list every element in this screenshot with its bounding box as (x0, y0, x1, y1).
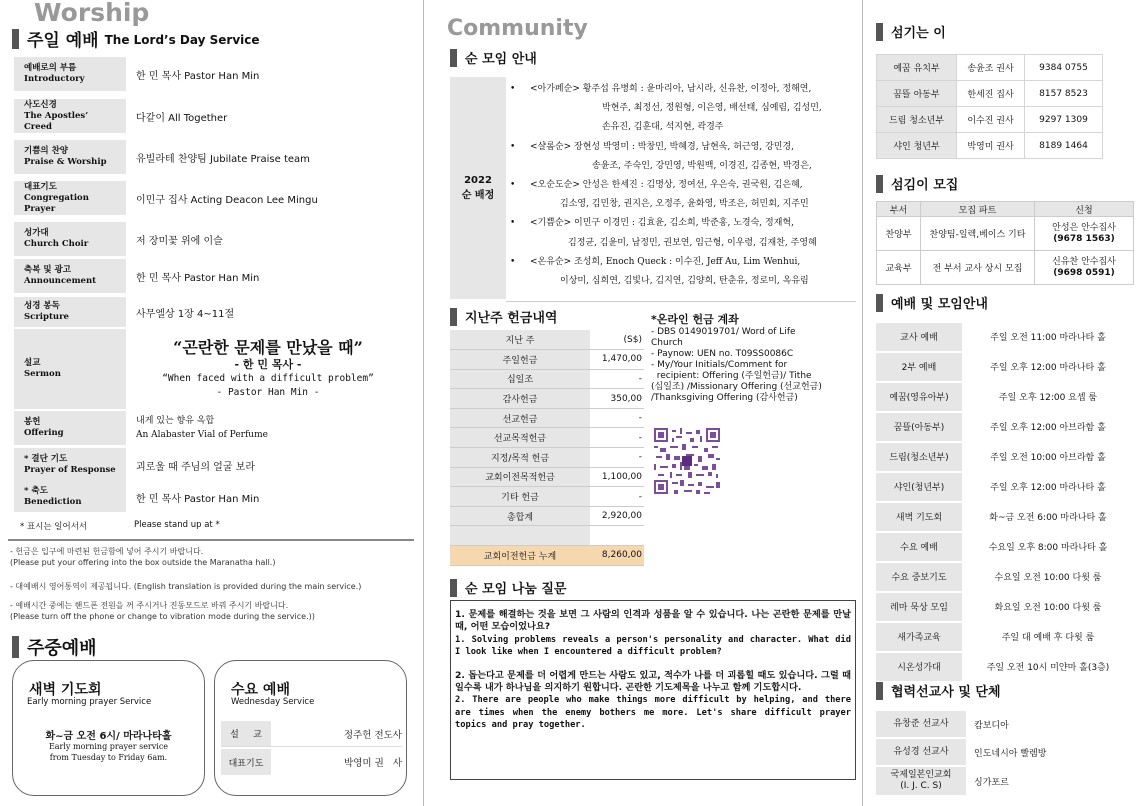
wed-subtitle: Wednesday Service (231, 697, 315, 707)
worship-row-value: 한 민 목사 Pastor Han Min (136, 272, 260, 284)
dawn-prayer-box (12, 660, 205, 796)
groups-year: 2022 (464, 175, 492, 186)
group-onyu: • <온유순> 조성희, Enoch Queck : 이수진, Jeff Au, Lim Wenhui, 이상미, 심희연, 김빛나, 김지연, 김양희, 탄춘유, 정로미, 옥유림 (510, 256, 809, 287)
mission-row: 국제일본인교회 (I. J. C. S) 싱가포르 (876, 767, 1134, 795)
servants-table (876, 54, 1103, 159)
worship-row-value: 내게 있는 향유 옥합 An Alabaster Vial of Perfume (136, 416, 268, 440)
groups-title: 순 모임 안내 (465, 52, 537, 67)
dawn-time-kr: 화~금 오전 6시/ 마라나타홀 (45, 731, 172, 742)
recruit-section-header (876, 174, 958, 193)
servants-section-header (876, 22, 946, 41)
offering-row: 십일조 - (450, 369, 644, 389)
wednesday-service-box (214, 660, 407, 796)
worship-row-response (14, 448, 410, 482)
notice-3: - 예배시간 중에는 핸드폰 전원을 꺼 주시거나 진동모드로 바꿔 주시기 바랍니다. (Please turn off the phone or change to vibration mode during the service.)) (10, 601, 315, 621)
schedule-list (876, 322, 1134, 682)
worship-row-label: 설교 Sermon (14, 329, 126, 409)
sermon-preacher-kr: - 한 민 목사 - (234, 358, 302, 371)
schedule-row: 수요 예배 수요일 오후 8:00 마라나타 홀 (876, 532, 1134, 562)
recruit-row: 교육부 전 부서 교사 상시 모집 신유찬 안수집사 (9698 0591) (877, 251, 1134, 285)
wed-row-sermon: 설 교 정주헌 전도사 (221, 721, 402, 747)
worship-row-label: 대표기도 Congregation Prayer (14, 181, 126, 215)
schedule-row: 새벽 기도회 화~금 오전 6:00 마라나타 홀 (876, 502, 1134, 532)
worship-row-sermon (14, 329, 410, 409)
schedule-row: 2부 예배 주일 오후 12:00 마라나타 홀 (876, 352, 1134, 382)
worship-row-choir (14, 222, 410, 256)
worship-row-label: 축복 및 광고 Announcement (14, 259, 126, 293)
offering-total-row: 총합계 2,920,00 (450, 506, 644, 526)
worship-row-value: 저 장미꽃 위에 이슬 (136, 235, 223, 247)
worship-row-value: 유빌라테 찬양팀 Jubilate Praise team (136, 153, 310, 165)
worship-row-label: * 결단 기도 Prayer of Response (14, 448, 126, 482)
mission-row: 유성경 선교사 인도네시아 빨렘방 (876, 739, 1134, 765)
worship-row-value: 한 민 목사 Pastor Han Min (136, 70, 260, 82)
groups-list (506, 80, 856, 302)
servant-row: 꿈뜰 아동부 한세진 집사 8157 8523 (877, 81, 1103, 107)
worship-row-offering (14, 411, 410, 445)
schedule-row: 새가족교육 주일 대 예배 후 다윗 룸 (876, 622, 1134, 652)
worship-row-label: 기쁨의 찬양 Praise & Worship (14, 140, 126, 174)
missions-section-header (876, 681, 1001, 700)
schedule-row: 수요 중보기도 수요일 오전 10:00 다윗 룸 (876, 562, 1134, 592)
worship-row-value: 사무엘상 1장 4~11절 (136, 308, 235, 320)
worship-row-label: 성가대 Church Choir (14, 222, 126, 256)
notice-1: - 헌금은 입구에 마련된 헌금함에 넣어 주시기 바랍니다. (Please put your offering into the box outside the Maranatha hall.) (10, 547, 276, 567)
dawn-title: 새벽 기도회 (29, 682, 102, 698)
recruit-header-row: 부서 모집 파트 신청 (877, 202, 1134, 217)
schedule-row: 시온성가대 주일 오전 10시 미얀마 홀(3층) (876, 652, 1134, 682)
schedule-row: 레마 묵상 모임 화요일 오전 10:00 다윗 룸 (876, 592, 1134, 622)
mission-row: 유창준 선교사 캄보디아 (876, 711, 1134, 737)
worship-title-en: The Lord’s Day Service (104, 33, 260, 47)
schedule-row: 꿈뜰(아동부) 주일 오후 12:00 아브라함 홀 (876, 412, 1134, 442)
group-osundosun: • <오순도순> 안성은 한세진 : 김명상, 정여선, 우은숙, 권국원, 김은혜, 김소영, 김민창, 권지은, 오정주, 윤화영, 박조은, 허민회, 지주민 (510, 180, 809, 210)
worship-row-prayer (14, 181, 410, 215)
offering-header-row: 지난 주 (S$) (450, 330, 644, 350)
share-section-header (450, 578, 566, 597)
worship-row-label: 예배로의 부름 Introductory (14, 57, 126, 91)
groups-year-cell (450, 77, 506, 299)
wed-title: 수요 예배 (231, 682, 290, 698)
weekday-section-header (12, 634, 97, 660)
wed-row-prayer: 대표기도 박영미 권 사 (221, 749, 402, 775)
offering-section-header (450, 307, 557, 326)
stand-note-en: Please stand up at * (134, 520, 220, 530)
dawn-subtitle: Early morning prayer Service (27, 697, 152, 707)
community-title: Community (447, 16, 588, 41)
dawn-time-en-1: Early morning prayer service (48, 742, 169, 751)
question-1-en: 1. Solving problems reveals a person's personality and character. What did I look like when I encountered a difficult problem? (455, 634, 851, 658)
schedule-section-header (876, 293, 988, 312)
question-2-en: 2. There are people who make things more difficult by helping, and there are times when the enemy bothers me more. Let's share difficult prayer topics and pray together. (455, 695, 851, 731)
online-title: *온라인 헌금 계좌 (651, 313, 739, 326)
offering-table (450, 330, 644, 566)
question-2-kr: 2. 돕는다고 문제를 더 어렵게 만드는 사람도 있고, 적수가 나를 더 괴롭힐 때도 있습니다. 그럴 때일수록 내가 하나님을 의지하기 원합니다. 곤란한 기도제목을 나누고 함께 기도합시다. (455, 669, 851, 694)
worship-title-en-big: Worship (34, 0, 150, 27)
servants-title: 섬기는 이 (891, 26, 946, 41)
worship-row-value: 다같이 All Together (136, 112, 228, 124)
schedule-title: 예배 및 모임안내 (891, 297, 988, 312)
worship-row-benediction (14, 482, 410, 512)
servant-row: 샤인 청년부 박영미 권사 8189 1464 (877, 133, 1103, 159)
recruit-row: 찬양부 찬양팀-일렉,베이스 기타 안성은 안수집사 (9678 1563) (877, 217, 1134, 251)
share-title: 순 모임 나눔 질문 (465, 582, 567, 597)
missions-title: 협력선교사 및 단체 (891, 685, 1001, 700)
worship-row-value: 이민구 집사 Acting Deacon Lee Mingu (136, 194, 318, 206)
qr-code-icon (654, 428, 720, 494)
worship-row-label: 성경 봉독 Scripture (14, 297, 126, 327)
group-agape: • <아가페순> 황주섭 유병희 : 윤마리아, 남시라, 신유찬, 이정아, 정해연, 박현주, 최정선, 정원형, 이은영, 배선태, 심예림, 김성민, 손유진, 김훈대, 석지현, 곽경주 (510, 84, 822, 133)
missions-list (876, 711, 1134, 797)
offering-title: 지난주 헌금내역 (465, 311, 558, 326)
share-questions-box (450, 600, 856, 780)
offering-row: 선교헌금 - (450, 408, 644, 428)
worship-row-value: 한 민 목사 Pastor Han Min (136, 493, 260, 505)
worship-row-praise (14, 140, 410, 174)
worship-row-scripture (14, 297, 410, 327)
group-shalom: • <샬롬순> 장현성 박영미 : 박창민, 박혜경, 남현욱, 허근영, 강민경, 송윤조, 주숙인, 강민영, 박원백, 이경진, 김종현, 박경은, (510, 141, 812, 171)
groups-year-sub: 순 배정 (461, 190, 495, 201)
sermon-title-en: “When faced with a difficult problem” (162, 373, 374, 384)
schedule-row: 교사 예배 주일 오전 11:00 마라나타 홀 (876, 322, 1134, 352)
column-divider-right (862, 0, 863, 806)
group-gippeum: • <기쁨순> 이민구 이경민 : 김효윤, 김소희, 박준홍, 노경숙, 정재혁, 김정균, 김윤미, 남정민, 권보연, 임근형, 이우령, 김재찬, 주영혜 (510, 218, 817, 248)
sermon-title-kr: “곤란한 문제를 만났을 때” (173, 338, 363, 357)
online-offering: *온라인 헌금 계좌 - DBS 0149019701/ Word of Life Church - Paynow: UEN no. T09SS0086C - My/Your Initials/Comment for recipient: Offering (주일헌금)/ Tithe (십일조) /Missionary Offering (선교헌금) /Thanksgiving Offering (감사헌금) (651, 314, 861, 404)
question-1-kr: 1. 문제를 해결하는 것을 보면 그 사람의 인격과 성품을 알 수 있습니다. 나는 곤란한 문제를 만날 때, 어떤 모습이었나요? (455, 609, 851, 633)
worship-section-header (12, 26, 260, 51)
schedule-row: 예꿈(영유아부) 주일 오후 12:00 요셉 룸 (876, 382, 1134, 412)
servant-row: 예꿈 유치부 송윤조 권사 9384 0755 (877, 55, 1103, 81)
offering-cumulative-row: 교회이전헌금 누계 8,260,00 (450, 546, 644, 566)
worship-title-kr: 주일 예배 (27, 31, 99, 51)
schedule-row: 샤인(청년부) 주일 오후 12:00 마라나타 홀 (876, 472, 1134, 502)
weekday-title: 주중예배 (27, 638, 97, 659)
offering-row: 감사헌금 350,00 (450, 389, 644, 409)
worship-row-value: 괴로울 때 주님의 얼굴 보라 (136, 461, 255, 473)
worship-row-label: * 축도 Benediction (14, 482, 126, 512)
dawn-time-en-2: from Tuesday to Friday 6am. (49, 753, 168, 762)
offering-row: 기타 헌금 - (450, 487, 644, 507)
offering-row: 주일헌금 1,470,00 (450, 350, 644, 370)
divider (8, 539, 414, 541)
offering-row: 교회이전목적헌금 1,100,00 (450, 467, 644, 487)
worship-row-label: 사도신경 The Apostles’ Creed (14, 99, 126, 133)
worship-row-label: 봉헌 Offering (14, 411, 126, 445)
sermon-block (126, 338, 410, 400)
offering-row: 지정/목적 헌금 - (450, 448, 644, 468)
servant-row: 드림 청소년부 이수진 권사 9297 1309 (877, 107, 1103, 133)
column-divider-left (423, 0, 424, 806)
offering-blank-row (450, 526, 644, 546)
groups-section-header (450, 48, 537, 67)
stand-note-kr: * 표시는 일어서서 (20, 522, 88, 532)
offering-row: 선교목적헌금 - (450, 428, 644, 448)
recruit-title: 섬김이 모집 (891, 178, 959, 193)
sermon-preacher-en: - Pastor Han Min - (216, 387, 320, 398)
recruit-table (876, 201, 1134, 285)
schedule-row: 드림(청소년부) 주일 오전 10:00 아브라함 홀 (876, 442, 1134, 472)
worship-row-introductory (14, 57, 410, 91)
worship-row-announcement (14, 259, 410, 293)
notice-2: - 대예배시 영어통역이 제공됩니다. (English translation is provided during the main service.) (10, 582, 362, 591)
worship-row-creed (14, 99, 410, 133)
